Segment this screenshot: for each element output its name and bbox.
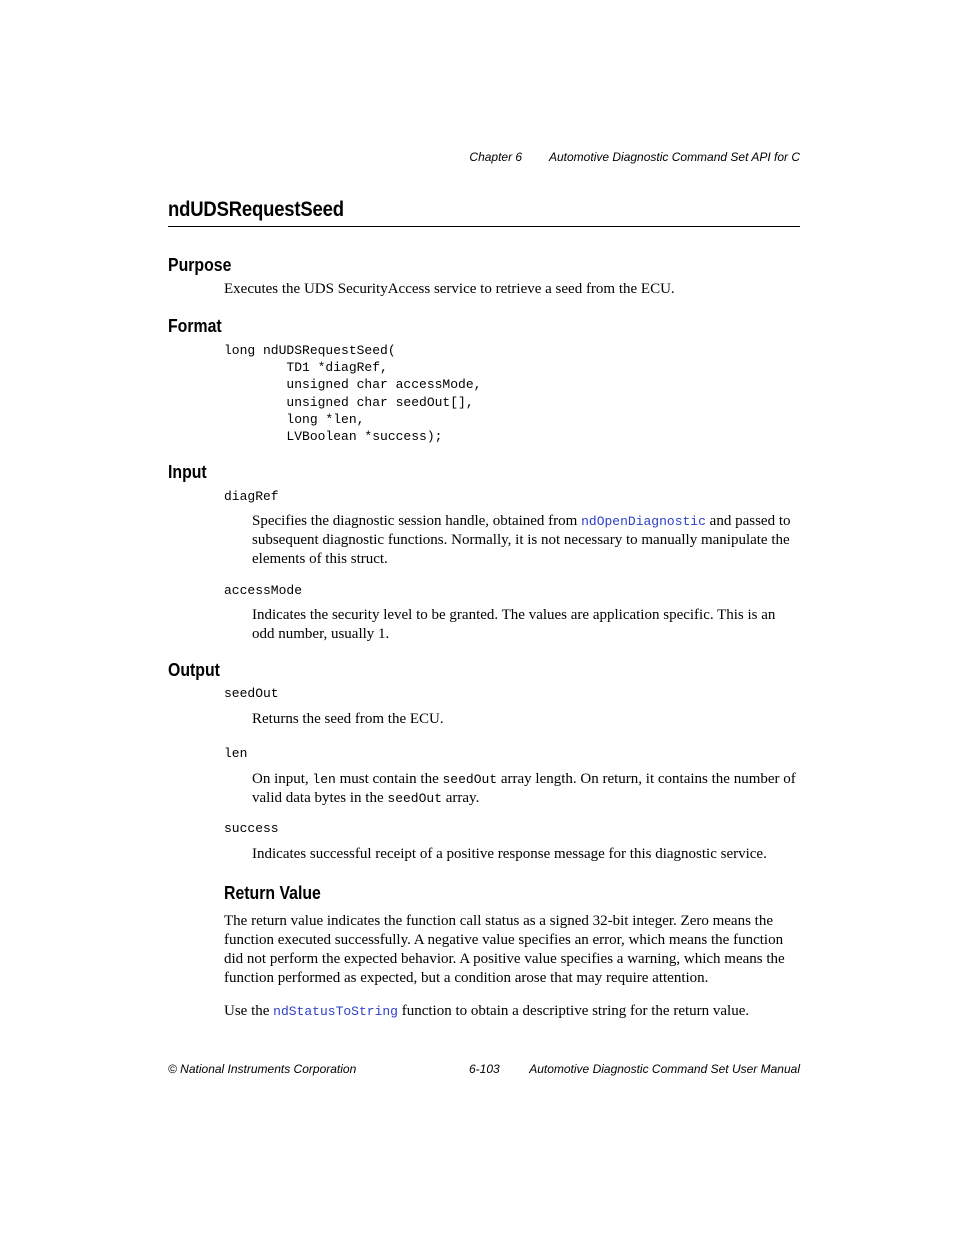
return-value-heading xyxy=(224,883,334,904)
purpose-heading xyxy=(168,255,240,276)
output-heading xyxy=(168,660,227,681)
link-ndstatustostring[interactable]: ndStatusToString xyxy=(273,1004,398,1019)
param-seedout-desc: Returns the seed from the ECU. xyxy=(252,711,444,727)
header-section: Automotive Diagnostic Command Set API for C xyxy=(549,150,800,164)
input-heading xyxy=(168,462,212,483)
running-header xyxy=(469,150,800,164)
output-heading-text: Output xyxy=(168,660,220,680)
format-code-block: long ndUDSRequestSeed( TD1 *diagRef, unsigned char accessMode, unsigned char seedOut[], long *len, LVBoolean *success); xyxy=(224,343,482,445)
page-title xyxy=(168,198,800,227)
param-len: len xyxy=(224,746,248,761)
purpose-text: Executes the UDS SecurityAccess service to retrieve a seed from the ECU. xyxy=(224,281,675,297)
return-value-heading-text: Return Value xyxy=(224,883,321,903)
desc-text: Specifies the diagnostic session handle, obtained from xyxy=(252,513,582,529)
desc-text: and passed to subsequent diagnostic functions. Normally, it is not necessary to manually manipulate the elements of this struct. xyxy=(252,513,791,567)
format-heading-text: Format xyxy=(168,316,222,336)
param-accessmode-desc: Indicates the security level to be granted. The values are application specific. This is an odd number, usually 1. xyxy=(252,607,776,642)
param-len-desc xyxy=(252,770,800,808)
desc-text: must contain the xyxy=(335,771,443,787)
param-seedout: seedOut xyxy=(224,686,279,701)
param-accessmode: accessMode xyxy=(224,583,303,598)
desc-text: On input, xyxy=(252,771,313,787)
desc-text: array. xyxy=(442,790,480,806)
footer-manual-title: Automotive Diagnostic Command Set User Manual xyxy=(529,1062,800,1076)
link-ndopendiagnostic[interactable]: ndOpenDiagnostic xyxy=(581,514,706,529)
header-chapter: Chapter 6 xyxy=(469,150,523,164)
input-heading-text: Input xyxy=(168,462,207,482)
desc-text: function to obtain a descriptive string for the return value. xyxy=(397,1003,750,1019)
purpose-heading-text: Purpose xyxy=(168,255,232,275)
desc-text: array length. On return, it contains the number of valid data bytes in the xyxy=(252,771,796,806)
inline-code-len: len xyxy=(312,772,336,787)
desc-text: Use the xyxy=(224,1003,274,1019)
return-value-usage xyxy=(224,1002,800,1021)
format-heading xyxy=(168,316,229,337)
return-value-paragraph: The return value indicates the function call status as a signed 32-bit integer. Zero means the function executed successfully. A negative value specifies an error, which means the function did not perform the expected behavior. A positive value specifies a warning, which means the function performed as expected, but a condition arose that may require attention. xyxy=(224,913,785,986)
param-success-desc: Indicates successful receipt of a positive response message for this diagnostic service. xyxy=(252,846,767,862)
param-diagref: diagRef xyxy=(224,489,279,504)
param-success: success xyxy=(224,821,279,836)
page-title-text: ndUDSRequestSeed xyxy=(168,198,344,221)
inline-code-seedout: seedOut xyxy=(387,791,442,806)
param-diagref-desc xyxy=(252,512,800,569)
footer-copyright: © National Instruments Corporation xyxy=(168,1062,357,1076)
inline-code-seedout: seedOut xyxy=(442,772,498,787)
footer-page-number: 6-103 xyxy=(469,1062,500,1076)
